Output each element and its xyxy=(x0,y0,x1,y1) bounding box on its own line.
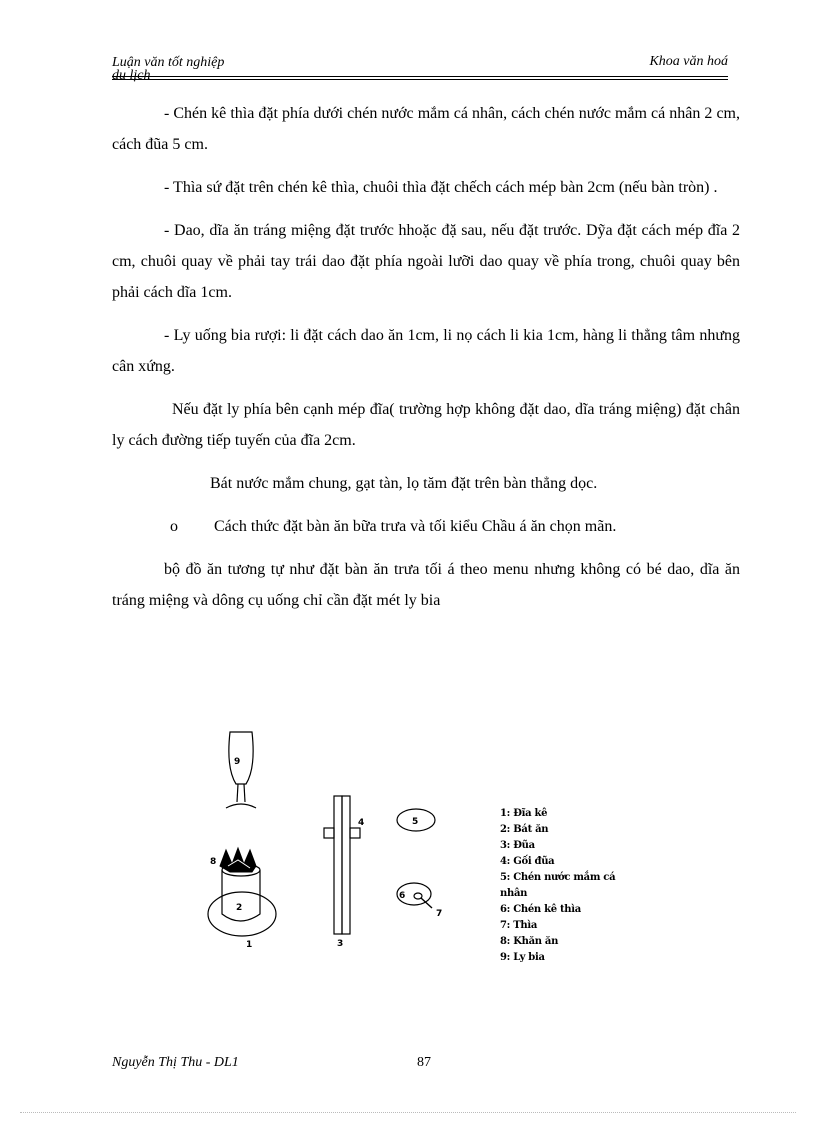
label-8: 8 xyxy=(210,857,217,867)
label-6: 6 xyxy=(399,891,406,901)
body-text xyxy=(112,98,740,616)
bullet-item xyxy=(112,511,740,542)
label-9: 9 xyxy=(234,757,241,767)
legend-item: 1: Đĩa kê xyxy=(500,808,548,819)
chopstick-rest-right xyxy=(350,828,360,838)
footer-author: Nguyễn Thị Thu - DL1 xyxy=(112,1055,239,1070)
spoon-bowl xyxy=(414,893,422,899)
label-7: 7 xyxy=(436,909,443,919)
chopstick-rest-left xyxy=(324,828,334,838)
legend-item: 5: Chén nước mắm cá xyxy=(500,872,616,883)
label-1: 1 xyxy=(246,940,253,950)
paragraph-6: Bát nước mắm chung, gạt tàn, lọ tăm đặt trên bàn thẳng dọc. xyxy=(210,475,598,492)
beer-glass-stem-r xyxy=(244,784,245,802)
legend-item: 2: Bát ăn xyxy=(500,824,549,835)
paragraph-2: - Thìa sứ đặt trên chén kê thìa, chuôi thìa đặt chếch cách mép bàn 2cm (nếu bàn tròn) . xyxy=(164,179,718,196)
chopstick-right xyxy=(342,796,350,934)
paragraph-5: Nếu đặt ly phía bên cạnh mép đĩa( trường hợp không đặt dao, dĩa tráng miệng) đặt chân ly cách đường tiếp tuyến của đĩa 2cm. xyxy=(112,401,740,449)
legend-item: 6: Chén kê thìa xyxy=(500,904,581,915)
rice-bowl xyxy=(222,870,260,921)
beer-glass-bowl xyxy=(229,732,253,784)
label-5: 5 xyxy=(412,817,419,827)
legend-item: 7: Thìa xyxy=(500,920,538,931)
legend-item: 8: Khăn ăn xyxy=(500,936,559,947)
label-2: 2 xyxy=(236,903,243,913)
paragraph-4: - Ly uống bia rượi: li đặt cách dao ăn 1cm, li nọ cách li kia 1cm, hàng li thẳng tâm nhưng cân xứng. xyxy=(112,327,740,375)
legend-item: 3: Đũa xyxy=(500,840,535,851)
page-bottom-border xyxy=(20,1112,796,1113)
bullet-symbol: o xyxy=(170,518,178,535)
header-faculty: Khoa văn hoá xyxy=(649,54,728,69)
chopstick-left xyxy=(334,796,342,934)
label-3: 3 xyxy=(337,939,344,949)
figure-legend xyxy=(500,806,615,966)
beer-glass-foot xyxy=(226,804,256,808)
label-4: 4 xyxy=(358,818,365,828)
bullet-text: Cách thức đặt bàn ăn bữa trưa và tối kiểu Chầu á ăn chọn mãn. xyxy=(214,518,617,535)
header-rule-bottom xyxy=(112,79,728,80)
paragraph-8: bộ đồ ăn tương tự như đặt bàn ăn trưa tối á theo menu nhưng không có bé dao, dĩa ăn tráng miệng và dông cụ uống chỉ cần đặt mét ly bia xyxy=(112,561,740,609)
header-rule-top xyxy=(112,76,728,77)
legend-item: 9: Ly bia xyxy=(500,952,545,963)
page-number: 87 xyxy=(417,1055,431,1070)
header-thesis-title: Luận văn tốt nghiệp xyxy=(112,55,225,70)
legend-item: nhân xyxy=(500,888,528,899)
paragraph-1: - Chén kê thìa đặt phía dưới chén nước mắm cá nhân, cách chén nước mắm cá nhân 2 cm, cách đũa 5 cm. xyxy=(112,105,740,153)
base-plate xyxy=(208,892,276,936)
paragraph-3: - Dao, dĩa ăn tráng miệng đặt trước hhoặc đặ sau, nếu đặt trước. Dỹa đặt cách mép đĩa 2 cm, chuôi quay về phải tay trái dao đặt phía ngoài lưỡi dao quay về phía trong, chuôi quay bên phải cách dĩa 1cm. xyxy=(112,222,740,301)
header-thesis-subtitle: du lịch xyxy=(112,68,151,83)
legend-item: 4: Gối đũa xyxy=(500,856,555,867)
beer-glass-stem-l xyxy=(237,784,238,802)
